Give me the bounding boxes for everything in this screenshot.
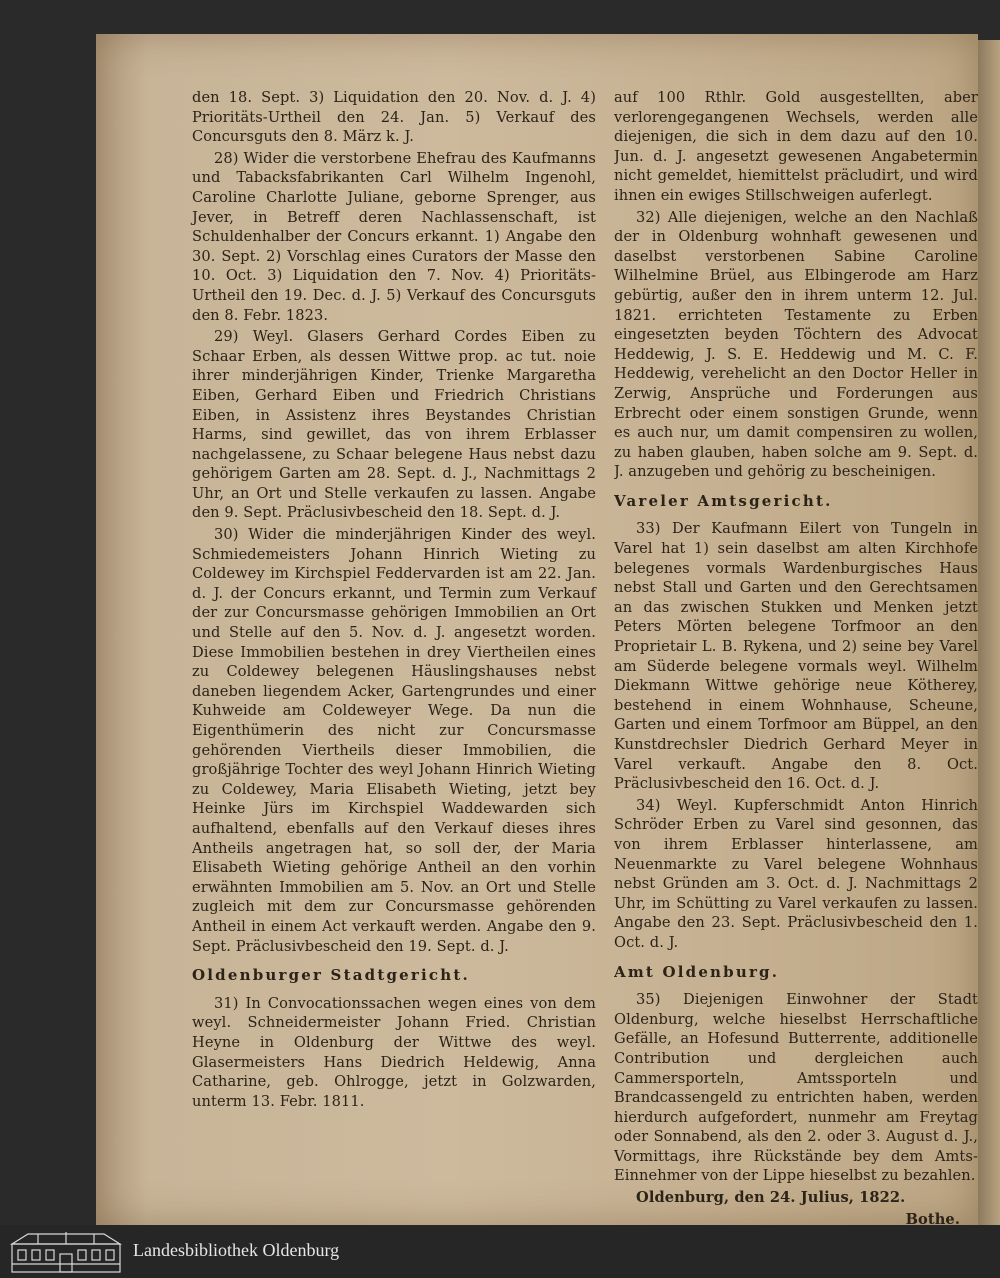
closing-date-line: Oldenburg, den 24. Julius, 1822. bbox=[636, 1189, 906, 1207]
paragraph-31-start: 31) In Convocationssachen wegen eines von dem weyl. Schneidermeister Johann Fried. Christian Heyne in Oldenburg der Wittwe des weyl. Glasermeisters Hans Diedrich Heldewig, Anna Catharine, geb. Ohlrogge, jetzt in Golzwarden, unterm 13. Febr. 1811. bbox=[192, 994, 596, 1110]
signature: Bothe. bbox=[905, 1210, 960, 1225]
heading-amt-oldenburg: Amt Oldenburg. bbox=[614, 962, 780, 981]
paragraph-32: 32) Alle diejenigen, welche an den Nachlaß der in Oldenburg wohnhaft gewesenen und daselbst verstorbenen Sabine Caroline Wilhelmine Brüel, aus Elbingerode am Harz gebürtig, außer den in ihrem unterm 12. Jul. 1821. errichteten Testamente zu Erben eingesetzten beyden Töchtern des Advocat Heddewig, J. S. E. Heddewig und M. C. F. Heddewig, verehelicht an den Doctor Heller in Zerwig, Ansprüche und Forderungen aus Erbrecht oder einem sonstigen Grunde, wenn es auch nur, um damit compensiren zu wollen, zu haben glauben, haben solche am 9. Sept. d. J. anzugeben und gehörig zu bescheinigen. bbox=[614, 208, 978, 481]
paragraph-28: 28) Wider die verstorbene Ehefrau des Kaufmanns und Tabacksfabrikanten Carl Wilhelm Ingenohl, Caroline Charlotte Juliane, geborne Sprenger, aus Jever, in Betreff deren Nachlassenschaft, ist Schuldenhalber der Concurs erkannt. 1) Angabe den 30. Sept. 2) Vorschlag eines Curators der Masse den 10. Oct. 3) Liquidation den 7. Nov. 4) Prioritäts-Urtheil den 19. Dec. d. J. 5) Verkauf des Concursguts den 8. Febr. 1823. bbox=[192, 149, 596, 324]
paragraph-27-tail: den 18. Sept. 3) Liquidation den 20. Nov. d. J. 4) Prioritäts-Urtheil den 24. Jan. 5) Verkauf des Concursguts den 8. März k. J. bbox=[192, 89, 596, 146]
paragraph-29: 29) Weyl. Glasers Gerhard Cordes Eiben zu Schaar Erben, als dessen Wittwe prop. ac tut. noie ihrer minderjährigen Kinder, Trienke Margaretha Eiben, Gerhard Eiben und Friedrich Christians Eiben, in Assistenz ihres Beystandes Christian Harms, sind gewillet, das von ihrem Erblasser nachgelassene, zu Schaar belegene Haus nebst dazu gehörigem Garten am 28. Sept. d. J., Nachmittags 2 Uhr, an Ort und Stelle verkaufen zu lassen. Angabe den 9. Sept. Präclusivbescheid den 18. Sept. d. J. bbox=[192, 328, 596, 522]
library-name: Landesbibliothek Oldenburg bbox=[133, 1240, 340, 1260]
paragraph-31-end: auf 100 Rthlr. Gold ausgestellten, aber verlorengegangenen Wechsels, werden alle diejenigen, die sich in dem dazu auf den 10. Jun. d. J. angesetzt gewesenen Angabetermin nicht gemeldet, hiemittelst präcludirt, und wird ihnen ein ewiges Stillschweigen auferlegt. bbox=[614, 89, 978, 204]
left-column bbox=[192, 88, 596, 1113]
paragraph-35: 35) Diejenigen Einwohner der Stadt Oldenburg, welche hieselbst Herrschaftliche Gefälle, an Hofesund Butterrente, additionelle Contribution und dergleichen auch Cammersporteln, Amtssporteln und Brandcassengeld zu entrichten haben, werden hierdurch aufgefordert, nunmehr am Freytag oder Sonnabend, als den 2. oder 3. August d. J., Vormittags, ihre Rückstände bey dem Amts-Einnehmer von der Lippe hieselbst zu bezahlen. bbox=[614, 991, 978, 1185]
paragraph-30: 30) Wider die minderjährigen Kinder des weyl. Schmiedemeisters Johann Hinrich Wieting zu Coldewey im Kirchspiel Feddervarden ist am 22. Jan. d. J. der Concurs erkannt, und Termin zum Verkauf der zur Concursmasse gehörigen Immobilien an Ort und Stelle auf den 5. Nov. d. J. angesetzt worden. Diese Immobilien bestehen in drey Viertheilen eines zu Coldewey belegenen Häuslingshauses nebst daneben liegendem Acker, Gartengrundes und einer Kuhweide am Coldeweyer Wege. Da nun die Eigenthümerin des nicht zur Concursmasse gehörenden Viertheils dieser Immobilien, die großjährige Tochter des weyl Johann Hinrich Wieting zu Coldewey, Maria Elisabeth Wieting, jetzt bey Heinke Jürs im Kirchspiel Waddewarden sich aufhaltend, ebenfalls auf den Verkauf dieses ihres Antheils angetragen hat, so soll der, der Maria Elisabeth Wieting gehörige Antheil an den vorhin erwähnten Immobilien am 5. Nov. an Ort und Stelle zugleich mit dem zur Concursmasse gehörenden Antheil in einem Act verkauft werden. Angabe den 9. Sept. Präclusivbescheid den 19. Sept. d. J. bbox=[192, 526, 596, 955]
heading-stadtgericht: Oldenburger Stadtgericht. bbox=[192, 966, 470, 985]
next-page-edge bbox=[978, 40, 1000, 1225]
right-column bbox=[614, 88, 978, 1225]
library-building-icon bbox=[8, 1230, 124, 1274]
footer-bar bbox=[0, 1225, 1000, 1278]
paragraph-34: 34) Weyl. Kupferschmidt Anton Hinrich Schröder Erben zu Varel sind gesonnen, das von ihrem Erblasser hinterlassene, am Neuenmarkte zu Varel belegene Wohnhaus nebst Gründen am 3. Oct. d. J. Nachmittags 2 Uhr, im Schütting zu Varel verkaufen zu lassen. Angabe den 23. Sept. Präclusivbescheid den 1. Oct. d. J. bbox=[614, 796, 978, 951]
heading-vareler-amtsgericht: Vareler Amtsgericht. bbox=[614, 491, 833, 510]
paragraph-33: 33) Der Kaufmann Eilert von Tungeln in Varel hat 1) sein daselbst am alten Kirchhofe belegenes vormals Wardenburgisches Haus nebst Stall und Garten und den Gerechtsamen an das zwischen Stukken und Menken jetzt Peters Mörten belegene Torfmoor an den Proprietair L. B. Rykena, und 2) seine bey Varel am Süderde belegene vormals weyl. Wilhelm Diekmann Wittwe gehörige neue Kötherey, bestehend in einem Wohnhause, Scheune, Garten und einem Torfmoor am Büppel, an den Kunstdrechsler Diedrich Gerhard Meyer in Varel verkauft. Angabe den 8. Oct. Präclusivbescheid den 16. Oct. d. J. bbox=[614, 520, 978, 793]
